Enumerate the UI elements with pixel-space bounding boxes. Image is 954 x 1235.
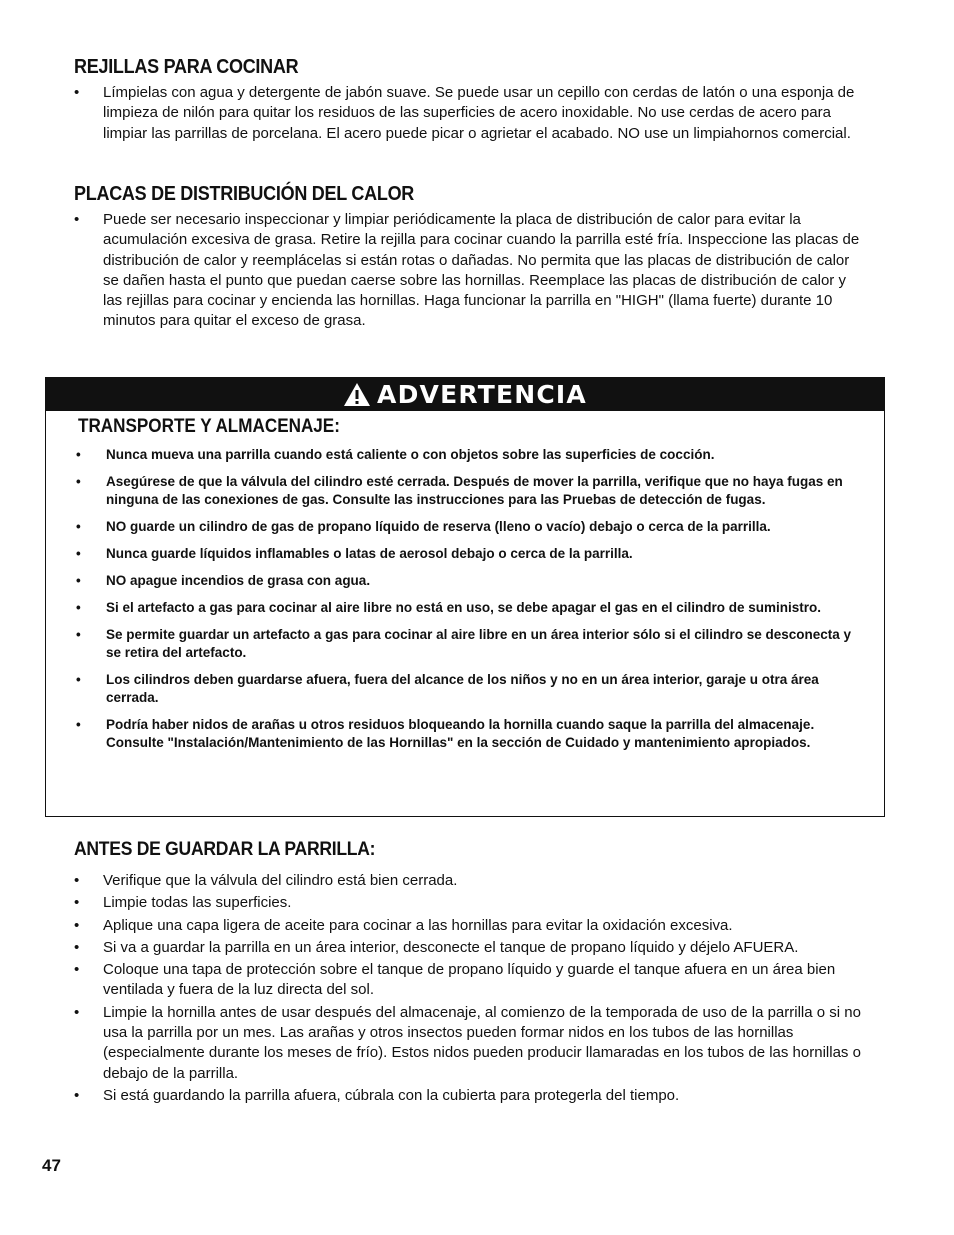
- list-item: • Limpie la hornilla antes de usar después del almacenaje, al comienzo de la temporada de uso de la parrilla o si no usa la parrilla por un mes. Las arañas y otros insectos pueden formar nidos en los tubos de las hornillas (especialmente durante los meses de frío). Estos nidos pueden producir llamaradas en los tubos de las hornillas o debajo de la parrilla.: [74, 1003, 864, 1084]
- list-item: • Límpielas con agua y detergente de jabón suave. Se puede usar un cepillo con cerdas de latón o una esponja de limpieza de nilón para quitar los residuos de las superficies de acero inoxidable. No use cerdas de acero para limpiar las parrillas de porcelana. El acero puede picar o agrietar el acabado. NO use un limpiahornos comercial.: [74, 83, 864, 144]
- warning-title: ADVERTENCIA: [377, 380, 587, 409]
- list-item: • Si está guardando la parrilla afuera, cúbrala con la cubierta para protegerla del tiempo.: [74, 1086, 864, 1106]
- list-item: • Podría haber nidos de arañas u otros residuos bloqueando la hornilla cuando saque la parrilla del almacenaje. Consulte "Instalación/Mantenimiento de las Hornillas" en la sección de Cuidado y mantenimiento apropiados.: [76, 716, 856, 752]
- list-item: • Puede ser necesario inspeccionar y limpiar periódicamente la placa de distribución de calor para evitar la acumulación excesiva de grasa. Retire la rejilla para cocinar cuando la parrilla esté fría. Inspeccione las placas de distribución de calor y reemplácelas si están rotas o dañadas. No permita que las placas de distribución de calor se dañen hasta el punto que puedan caerse sobre las hornillas. Reemplace las placas de distribución de calor y las rejillas para cocinar y encienda las hornillas. Haga funcionar la parrilla en "HIGH" (llama fuerte) durante 10 minutos para quitar el exceso de grasa.: [74, 210, 864, 332]
- list-item: • Verifique que la válvula del cilindro está bien cerrada.: [74, 871, 864, 891]
- list-item: • NO guarde un cilindro de gas de propano líquido de reserva (lleno o vacío) debajo o cerca de la parrilla.: [76, 518, 856, 536]
- warning-box: [45, 377, 885, 817]
- list-item: • Si el artefacto a gas para cocinar al aire libre no está en uso, se debe apagar el gas en el cilindro de suministro.: [76, 599, 856, 617]
- list-item: • Los cilindros deben guardarse afuera, fuera del alcance de los niños y no en un área interior, garaje u otra área cerrada.: [76, 671, 856, 707]
- bullet-list: [74, 871, 864, 1106]
- section-heat-plates: [74, 183, 864, 332]
- section-cooking-grates: [74, 56, 864, 144]
- warning-header: [46, 378, 884, 411]
- section-before-storage: [74, 838, 864, 1108]
- list-item: • Aplique una capa ligera de aceite para cocinar a las hornillas para evitar la oxidación excesiva.: [74, 916, 864, 936]
- list-item: • Nunca mueva una parrilla cuando está caliente o con objetos sobre las superficies de cocción.: [76, 446, 856, 464]
- section-title: ANTES DE GUARDAR LA PARRILLA:: [74, 838, 376, 860]
- list-item: • Se permite guardar un artefacto a gas para cocinar al aire libre en un área interior sólo si el cilindro se desconecta y se retira del artefacto.: [76, 626, 856, 662]
- page-number: 47: [42, 1156, 61, 1175]
- list-item: • Nunca guarde líquidos inflamables o latas de aerosol debajo o cerca de la parrilla.: [76, 545, 856, 563]
- bullet-list: [74, 210, 864, 332]
- list-item: • Asegúrese de que la válvula del cilindro esté cerrada. Después de mover la parrilla, verifique que no haya fugas en ninguna de las conexiones de gas. Consulte las instrucciones para las Pruebas de detección de fugas.: [76, 473, 856, 509]
- bullet-list: [74, 83, 864, 144]
- section-title: PLACAS DE DISTRIBUCIÓN DEL CALOR: [74, 183, 415, 205]
- warning-list: [76, 446, 856, 761]
- section-title: REJILLAS PARA COCINAR: [74, 56, 299, 78]
- list-item: • NO apague incendios de grasa con agua.: [76, 572, 856, 590]
- warning-triangle-icon: [343, 382, 371, 407]
- warning-subtitle: TRANSPORTE Y ALMACENAJE:: [78, 416, 340, 437]
- list-item: • Coloque una tapa de protección sobre el tanque de propano líquido y guarde el tanque afuera en un área bien ventilada y fuera de la luz directa del sol.: [74, 960, 864, 1001]
- list-item: • Si va a guardar la parrilla en un área interior, desconecte el tanque de propano líquido y déjelo AFUERA.: [74, 938, 864, 958]
- list-item: • Limpie todas las superficies.: [74, 893, 864, 913]
